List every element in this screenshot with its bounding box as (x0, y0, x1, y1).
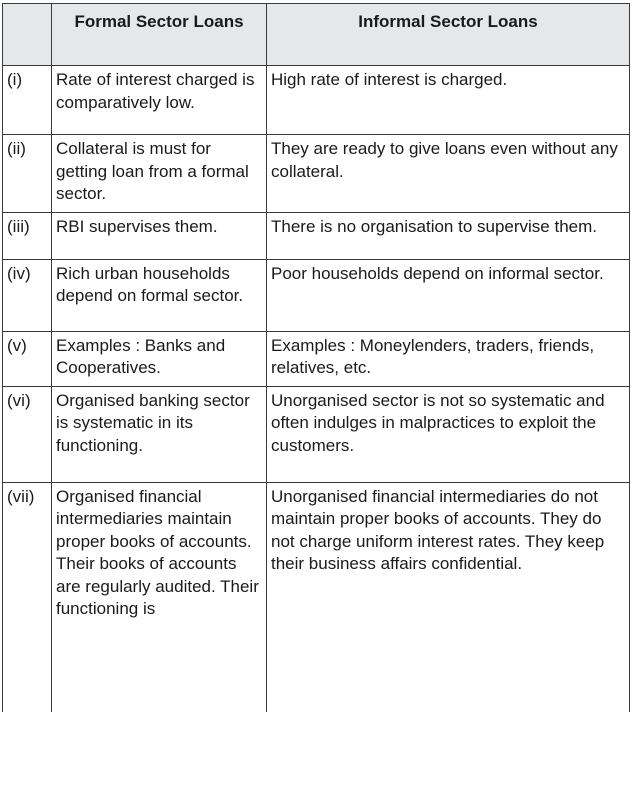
formal-cell: Organised financial intermediaries maintain proper books of accounts. Their books of accounts are regularly audited. Their functioning is (52, 482, 267, 712)
table-row (3, 331, 630, 386)
header-formal-sector-loans: Formal Sector Loans (52, 4, 267, 66)
informal-cell: They are ready to give loans even without any collateral. (267, 135, 630, 213)
table-row (3, 66, 630, 135)
row-number: (vi) (3, 386, 52, 482)
formal-vs-informal-loans-table (2, 3, 630, 712)
table-row (3, 135, 630, 213)
formal-cell: RBI supervises them. (52, 212, 267, 259)
formal-cell: Collateral is must for getting loan from a formal sector. (52, 135, 267, 213)
informal-cell: There is no organisation to supervise them. (267, 212, 630, 259)
row-number: (i) (3, 66, 52, 135)
header-number (3, 4, 52, 66)
formal-cell: Examples : Banks and Cooperatives. (52, 331, 267, 386)
informal-cell: High rate of interest is charged. (267, 66, 630, 135)
table-row (3, 482, 630, 712)
table-row (3, 259, 630, 331)
informal-cell: Unorganised financial intermediaries do not maintain proper books of accounts. They do not charge uniform interest rates. They keep their business affairs confidential. (267, 482, 630, 712)
formal-cell: Organised banking sector is systematic in its functioning. (52, 386, 267, 482)
row-number: (iii) (3, 212, 52, 259)
formal-cell: Rich urban households depend on formal sector. (52, 259, 267, 331)
row-number: (v) (3, 331, 52, 386)
table-row (3, 212, 630, 259)
informal-cell: Poor households depend on informal sector. (267, 259, 630, 331)
row-number: (iv) (3, 259, 52, 331)
table-header-row (3, 4, 630, 66)
informal-cell: Examples : Moneylenders, traders, friends, relatives, etc. (267, 331, 630, 386)
formal-cell: Rate of interest charged is comparatively low. (52, 66, 267, 135)
header-informal-sector-loans: Informal Sector Loans (267, 4, 630, 66)
comparison-table-container (2, 3, 629, 712)
table-row (3, 386, 630, 482)
informal-cell: Unorganised sector is not so systematic and often indulges in malpractices to exploit the customers. (267, 386, 630, 482)
row-number: (ii) (3, 135, 52, 213)
row-number: (vii) (3, 482, 52, 712)
